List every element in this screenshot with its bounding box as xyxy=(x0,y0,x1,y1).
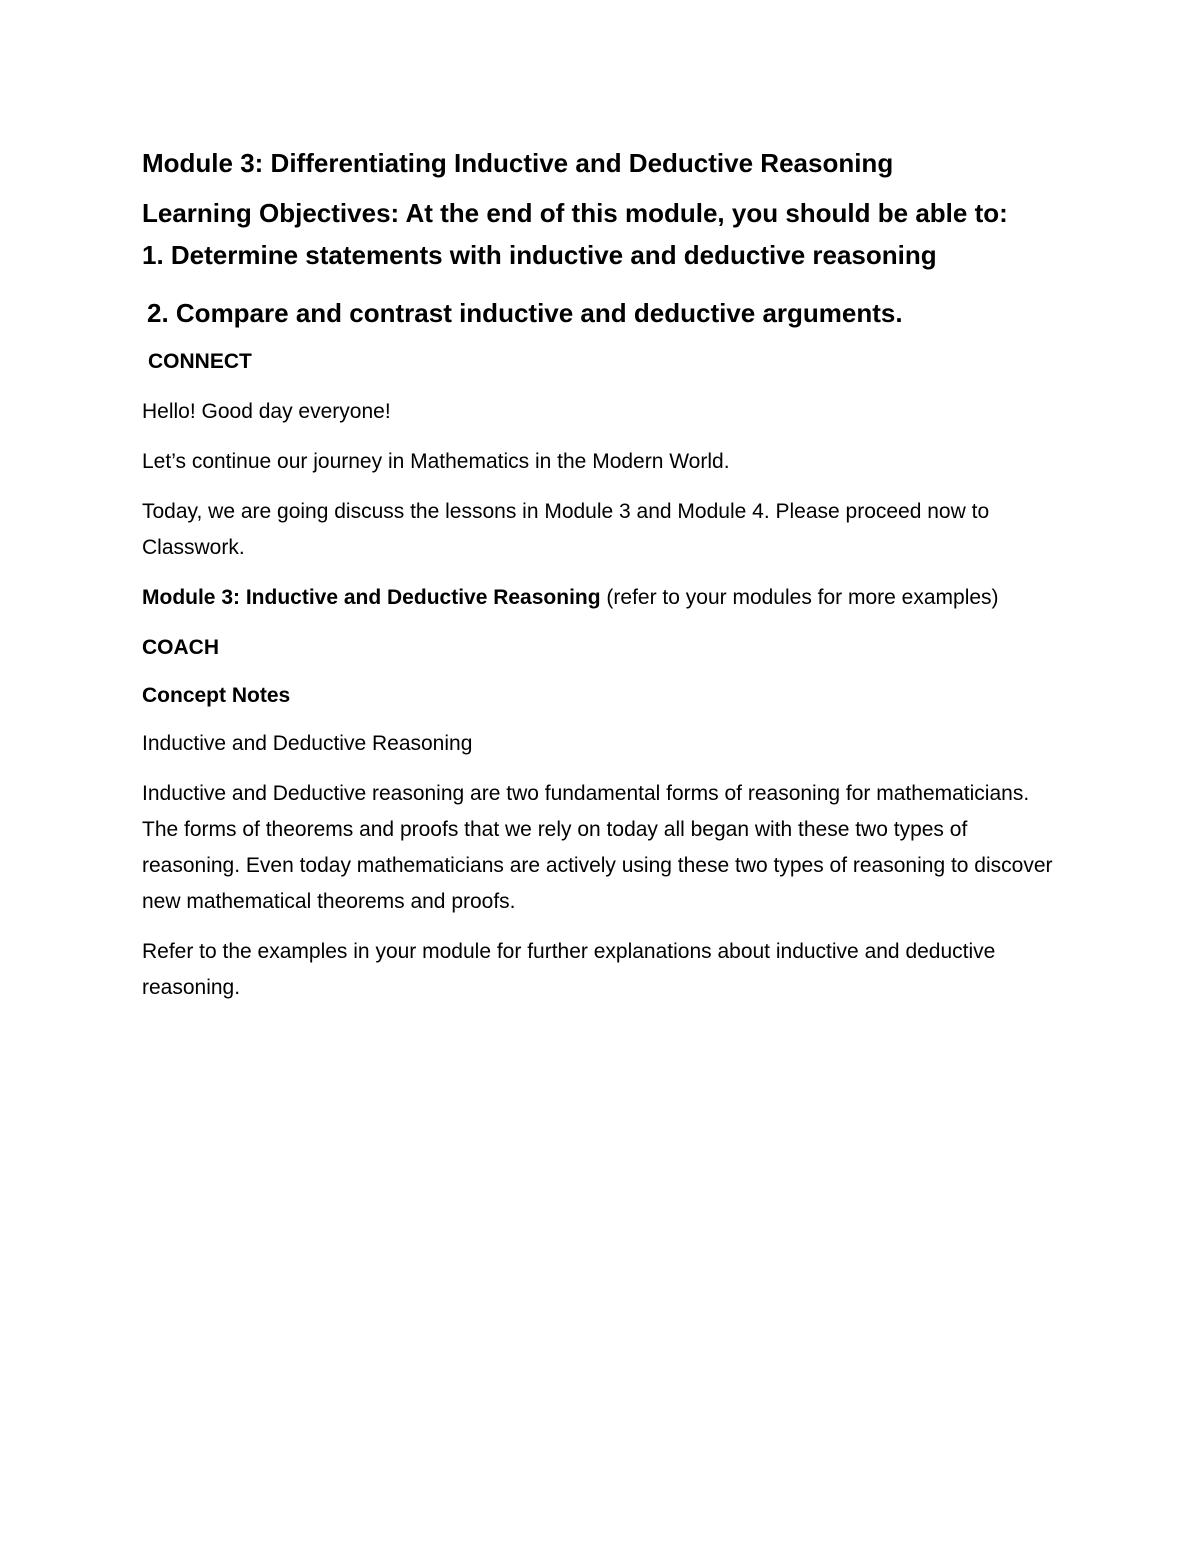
concept-paragraph: Inductive and Deductive reasoning are two fundamental forms of reasoning for mathematicians. The forms of theorems and proofs that we rely on today all began with these two types of reasoning. Even today mathematicians are actively using these two types of reasoning to discover new mathematical theorems and proofs. xyxy=(142,782,1053,913)
continue-text: Let’s continue our journey in Mathematics in the Modern World. xyxy=(142,450,730,473)
module-reference-line xyxy=(142,580,1062,616)
objective-item-2: 2. Compare and contrast inductive and deductive arguments. xyxy=(147,298,903,328)
refer-paragraph: Refer to the examples in your module for further explanations about inductive and deductive reasoning. xyxy=(142,940,996,999)
subtopic-title: Inductive and Deductive Reasoning xyxy=(142,732,473,755)
today-text: Today, we are going discuss the lessons in Module 3 and Module 4. Please proceed now to Classwork. xyxy=(142,500,990,559)
connect-heading: CONNECT xyxy=(148,350,252,373)
concept-notes-heading: Concept Notes xyxy=(142,684,291,707)
document-page xyxy=(142,140,1062,1006)
greeting-text: Hello! Good day everyone! xyxy=(142,400,391,423)
coach-heading: COACH xyxy=(142,636,219,659)
objective-item-1: 1. Determine statements with inductive and deductive reasoning xyxy=(142,240,937,270)
page-title: Module 3: Differentiating Inductive and Deductive Reasoning xyxy=(142,148,894,178)
objectives-intro: Learning Objectives: At the end of this module, you should be able to: xyxy=(142,198,1008,228)
module-reference-bold: Module 3: Inductive and Deductive Reasoning xyxy=(142,586,601,609)
module-reference-note: (refer to your modules for more examples) xyxy=(600,586,999,609)
